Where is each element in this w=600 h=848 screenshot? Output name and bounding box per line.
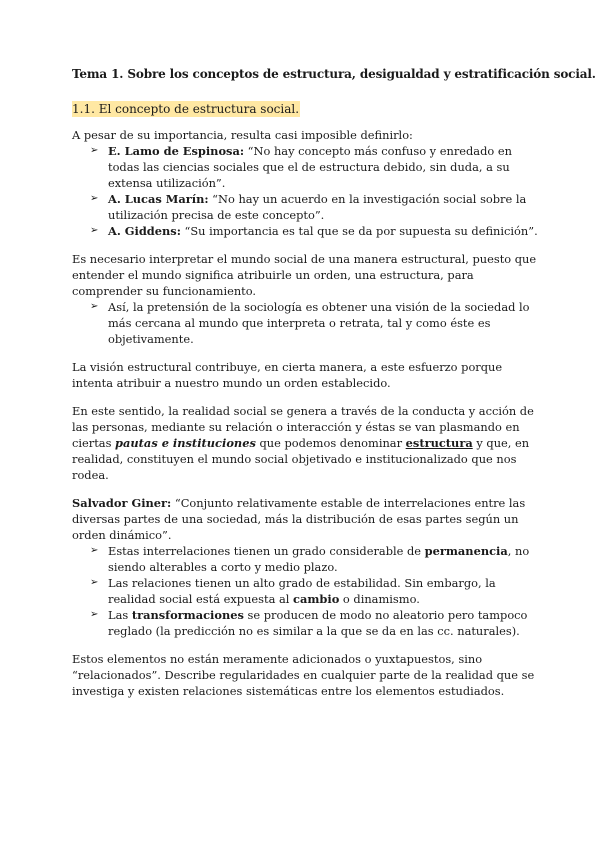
paragraph-text: que podemos denominar <box>255 436 406 450</box>
emphasis-text: estructura <box>405 436 473 450</box>
list-item-text: Así, la pretensión de la sociología es obtener una visión de la sociedad lo más cercana al mundo que interpreta o retrata, tal y como éste es objetivamente. <box>108 300 530 346</box>
section-heading-highlight: 1.1. El concepto de estructura social. <box>72 102 300 116</box>
structural-interpretation-block <box>72 251 540 347</box>
definition-item <box>72 191 540 223</box>
list-item-text: , no siendo alterables a corto y medio plazo. <box>108 544 530 574</box>
arrow-bullet-icon: ➢ <box>90 577 99 588</box>
emphasis-text: pautas e instituciones <box>115 436 256 450</box>
emphasis-text: permanencia <box>424 544 508 558</box>
arrow-bullet-icon: ➢ <box>90 301 99 312</box>
arrow-bullet-icon: ➢ <box>90 193 99 204</box>
definition-text: “Su importancia es tal que se da por supuesta su definición”. <box>180 224 538 238</box>
paragraph <box>72 495 540 543</box>
definition-author: Salvador Giner: <box>72 496 172 510</box>
bullet-list <box>72 299 540 347</box>
definition-item <box>72 223 540 239</box>
definition-text: “No hay un acuerdo en la investigación social sobre la utilización precisa de este concepto”. <box>108 192 527 222</box>
bullet-list <box>72 543 540 639</box>
list-item <box>72 543 540 575</box>
definition-text: “Conjunto relativamente estable de interrelaciones entre las diversas partes de una sociedad, más la distribución de esas partes según un orden dinámico”. <box>72 496 526 542</box>
definitions-list <box>72 143 540 239</box>
definition-author: E. Lamo de Espinosa: <box>108 144 245 158</box>
paragraph <box>72 403 540 483</box>
definition-text: “No hay concepto más confuso y enredado en todas las ciencias sociales que el de estructura debido, sin duda, a su extensa utilización”. <box>108 144 512 190</box>
list-item-text: se producen de modo no aleatorio pero tampoco reglado (la predicción no es similar a la que se da en las cc. naturales). <box>108 608 528 638</box>
paragraph-block <box>72 403 540 483</box>
list-item <box>72 299 540 347</box>
definition-author: A. Lucas Marín: <box>108 192 209 206</box>
paragraph: La visión estructural contribuye, en cierta manera, a este esfuerzo porque intenta atribuir a nuestro mundo un orden establecido. <box>72 360 503 390</box>
list-item-text: Las relaciones tienen un alto grado de estabilidad. Sin embargo, la realidad social está expuesta al <box>108 576 496 606</box>
arrow-bullet-icon: ➢ <box>90 609 99 620</box>
paragraph-text: y que, en realidad, constituyen el mundo social objetivado e institucionalizado que nos rodea. <box>72 436 530 482</box>
paragraph-block <box>72 359 540 391</box>
emphasis-text: cambio <box>293 592 340 606</box>
definition-item <box>72 143 540 191</box>
document-title: Tema 1. Sobre los conceptos de estructura, desigualdad y estratificación social. <box>72 67 596 81</box>
list-item-text: o dinamismo. <box>339 592 420 606</box>
paragraph: Estos elementos no están meramente adicionados o yuxtapuestos, sino “relacionados”. Describe regularidades en cualquier parte de la realidad que se investiga y existen relaciones sistemáticas entre los elementos estudiados. <box>72 652 535 698</box>
definition-author: A. Giddens: <box>108 224 181 238</box>
section-heading <box>72 101 540 118</box>
arrow-bullet-icon: ➢ <box>90 225 99 236</box>
paragraph-block <box>72 651 540 699</box>
arrow-bullet-icon: ➢ <box>90 545 99 556</box>
list-item-text: Las <box>108 608 132 622</box>
list-item-text: Estas interrelaciones tienen un grado considerable de <box>108 544 425 558</box>
definitions-block <box>72 127 540 239</box>
emphasis-text: transformaciones <box>131 608 244 622</box>
list-item <box>72 575 540 607</box>
paragraph-text: En este sentido, la realidad social se genera a través de la conducta y acción de las personas, mediante su relación o interacción y éstas se van plasmando en ciertas <box>72 404 534 450</box>
intro-paragraph: A pesar de su importancia, resulta casi imposible definirlo: <box>72 128 413 142</box>
giner-definition-block <box>72 495 540 639</box>
list-item <box>72 607 540 639</box>
arrow-bullet-icon: ➢ <box>90 145 99 156</box>
paragraph: Es necesario interpretar el mundo social de una manera estructural, puesto que entender el mundo significa atribuirle un orden, una estructura, para comprender su funcionamiento. <box>72 252 537 298</box>
